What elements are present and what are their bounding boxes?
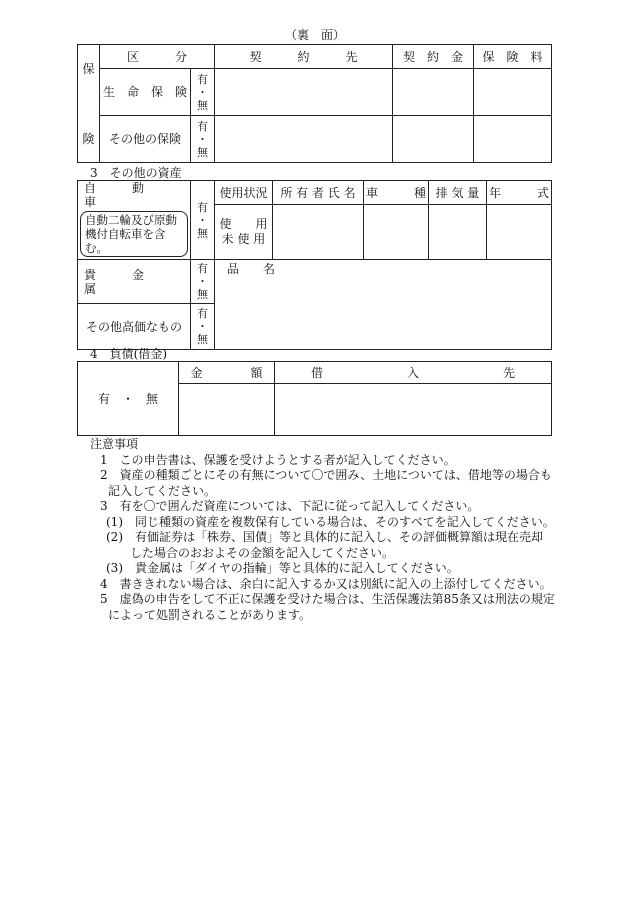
lender-cell[interactable] xyxy=(275,384,552,436)
note-line: 1 この申告書は、保護を受けようとする者が記入してください。 xyxy=(100,452,456,467)
usage-options[interactable] xyxy=(215,217,272,247)
other-insurance-label: その他の保険 xyxy=(108,132,181,146)
table-row xyxy=(78,260,552,304)
notes-section xyxy=(90,437,555,623)
header-category: 区 分 xyxy=(127,49,188,64)
other-valuables-yesno[interactable] xyxy=(191,307,214,346)
header-usage: 使用状況 xyxy=(219,185,268,200)
no-option[interactable]: 無 xyxy=(197,288,208,301)
owner-cell[interactable] xyxy=(273,205,364,260)
separator: ・ xyxy=(197,85,208,99)
header-model-year: 年 式 xyxy=(488,185,549,200)
note-line: (3) 貴金属は「ダイヤの指輪」等と具体的に記入してください。 xyxy=(106,561,459,575)
yes-option[interactable]: 有 xyxy=(197,200,208,214)
item-name-label: 品 名 xyxy=(227,262,276,276)
insurance-row-header-bottom: 険 xyxy=(82,131,95,146)
debt-amount-cell[interactable] xyxy=(179,384,275,436)
yes-option[interactable]: 有 xyxy=(197,262,208,275)
other-insurance-yesno[interactable] xyxy=(191,120,214,159)
note-line: によって処罰されることがあります。 xyxy=(108,607,312,622)
no-option[interactable]: 無 xyxy=(197,98,208,112)
header-owner: 所 有 者 氏 名 xyxy=(280,185,356,200)
yes-option[interactable]: 有 xyxy=(197,119,208,133)
vehicle-label: 自 動 車 xyxy=(84,181,181,209)
other-insurance-premium-cell[interactable] xyxy=(474,116,552,163)
other-assets-table xyxy=(77,180,552,350)
vehicle-note: 自動二輪及び原動機付自転車を含む。 xyxy=(80,211,188,257)
life-insurance-premium-cell[interactable] xyxy=(474,69,552,116)
table-row xyxy=(78,116,552,163)
note-line: (1) 同じ種類の資産を複数保有している場合は、そのすべてを記入してください。 xyxy=(106,514,555,529)
insurance-table xyxy=(77,44,552,163)
header-debt-amount: 金 額 xyxy=(190,365,263,380)
usage-not-in-use[interactable]: 未 使 用 xyxy=(221,232,266,247)
vehicle-type-cell[interactable] xyxy=(364,205,429,260)
precious-metals-yesno[interactable] xyxy=(191,262,214,301)
life-insurance-label: 生 命 保 険 xyxy=(102,85,187,99)
note-line: (2) 有価証券は「株券、国債」等と具体的に記入し、その評価概算額は現在売却 xyxy=(106,530,544,544)
section-other-assets-title: 3 その他の資産 xyxy=(90,166,182,180)
header-premium: 保 険 料 xyxy=(482,49,543,64)
other-insurance-contract-cell[interactable] xyxy=(215,116,393,163)
header-vehicle-type: 車 種 xyxy=(365,185,426,200)
usage-in-use[interactable]: 使 用 xyxy=(219,217,268,232)
other-insurance-amount-cell[interactable] xyxy=(393,116,474,163)
page-title: （裏 面） xyxy=(284,28,345,42)
insurance-row-header-top: 保 xyxy=(82,61,95,76)
section-debt-title: 4 負債(借金) xyxy=(90,347,167,361)
notes-title: 注意事項 xyxy=(90,437,139,451)
other-valuables-label: その他高価なもの xyxy=(85,319,182,334)
separator: ・ xyxy=(197,213,208,227)
insurance-row-header xyxy=(78,45,100,163)
debt-table xyxy=(77,361,552,436)
no-option[interactable]: 無 xyxy=(197,333,208,346)
note-line: 2 資産の種類ごとにその有無について〇で囲み、土地については、借地等の場合も xyxy=(100,468,552,482)
note-line: 4 書ききれない場合は、余白に記入するか又は別紙に記入の上添付してください。 xyxy=(100,576,552,591)
vehicle-yesno[interactable] xyxy=(191,201,214,240)
yes-option[interactable]: 有 xyxy=(197,307,208,320)
note-line: 5 虚偽の申告をして不正に保護を受けた場合は、生活保護法第85条又は刑法の規定 xyxy=(100,592,555,606)
table-row xyxy=(78,69,552,116)
header-displacement: 排 気 量 xyxy=(435,185,480,200)
displacement-cell[interactable] xyxy=(429,205,487,260)
model-year-cell[interactable] xyxy=(487,205,552,260)
note-line: 記入してください。 xyxy=(108,483,217,498)
life-insurance-contract-cell[interactable] xyxy=(215,69,393,116)
life-insurance-yesno[interactable] xyxy=(191,73,214,112)
header-lender: 借 入 先 xyxy=(310,365,515,380)
header-contract: 契 約 先 xyxy=(249,49,358,64)
vehicle-label-cell xyxy=(78,181,191,260)
debt-yesno[interactable]: 有 ・ 無 xyxy=(97,391,158,406)
precious-metals-label: 貴 金 属 xyxy=(84,267,181,296)
no-option[interactable]: 無 xyxy=(197,226,208,240)
separator: ・ xyxy=(197,132,208,146)
note-line: 3 有を〇で囲んだ資産については、下記に従って記入してください。 xyxy=(100,499,480,513)
separator: ・ xyxy=(197,275,208,288)
life-insurance-amount-cell[interactable] xyxy=(393,69,474,116)
item-name-cell[interactable] xyxy=(215,260,552,350)
header-amount: 契 約 金 xyxy=(403,49,464,64)
note-line: した場合のおおよその金額を記入してください。 xyxy=(130,545,395,560)
separator: ・ xyxy=(197,320,208,333)
yes-option[interactable]: 有 xyxy=(197,72,208,86)
no-option[interactable]: 無 xyxy=(197,145,208,159)
